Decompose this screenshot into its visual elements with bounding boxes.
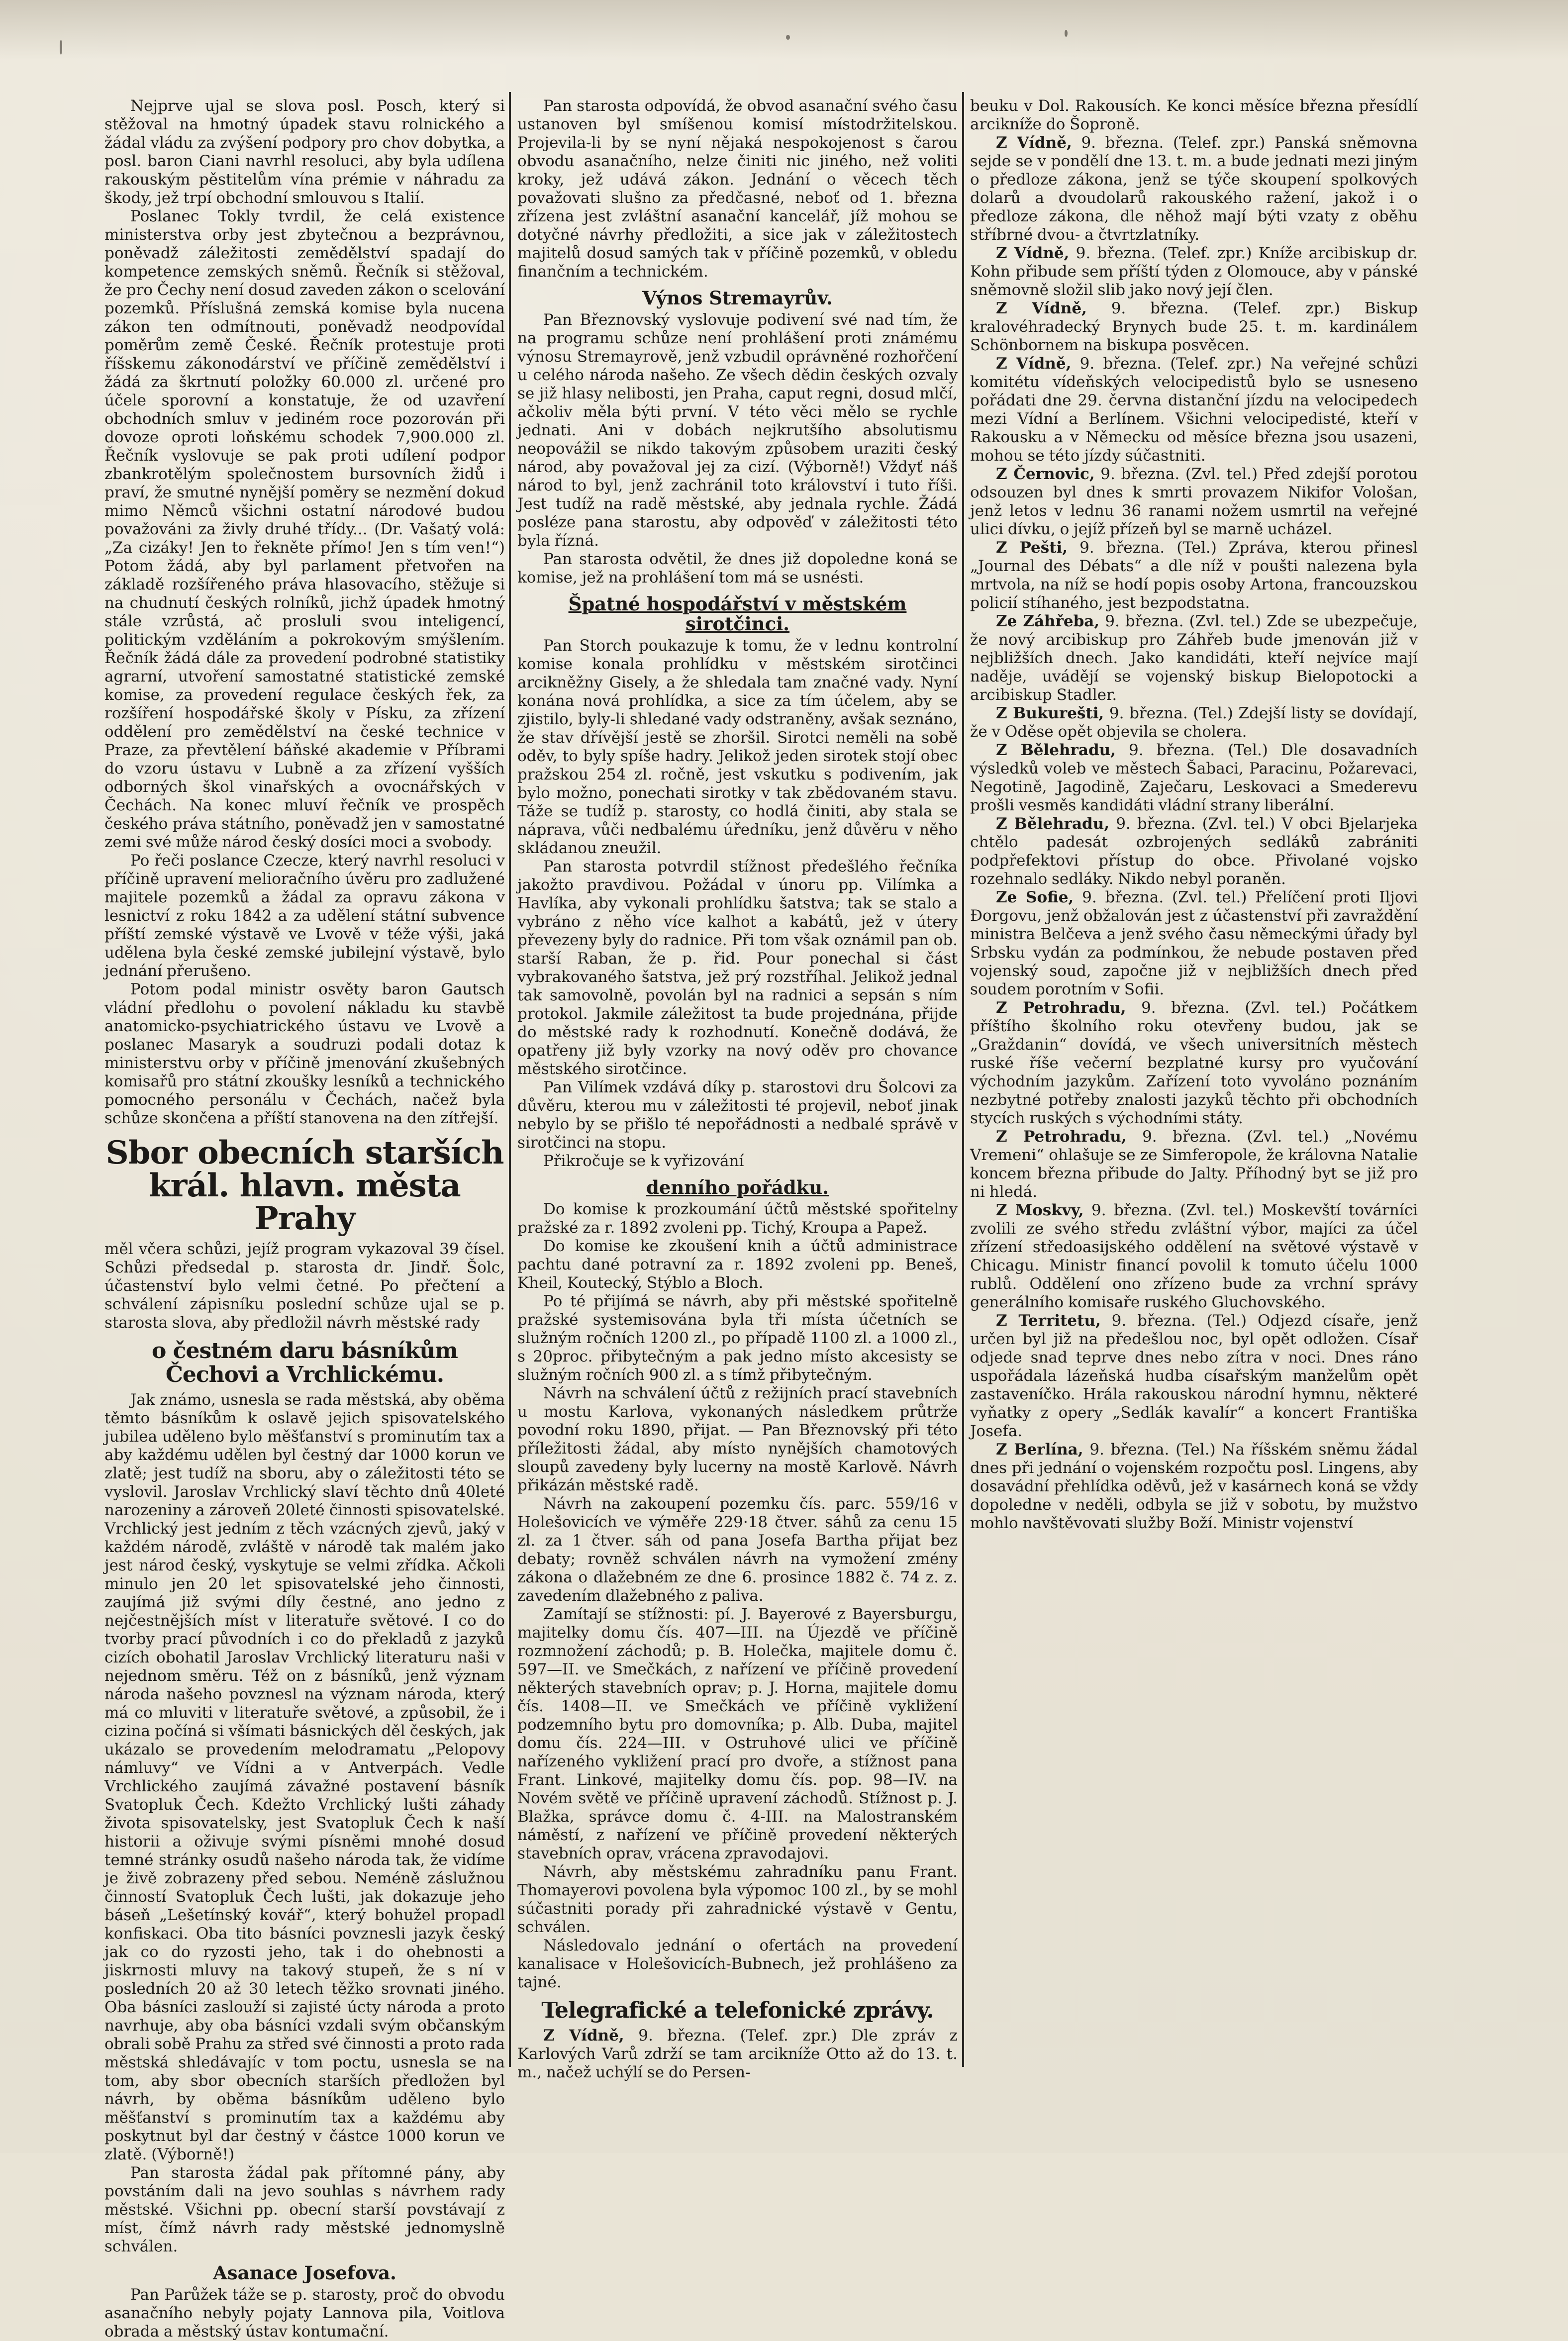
paragraph: Do komise ke zkoušení knih a účtů administrace pachtu dané potravní za r. 1892 zvoleni pp. Beneš, Kheil, Koutecký, Stýblo a Bloch. xyxy=(517,1237,958,1292)
paragraph: Pan Storch poukazuje k tomu, že v lednu kontrolní komise konala prohlídku v městském sirotčinci arcikněžny Gisely, a že shledala tam značné vady. Nyní konána nová prohlídka, a sice za tím účelem, aby se zjistilo, byly-li shledané vady odstraněny, avšak seznáno, že stav dřívější jestě se zhoršil. Sirotci neměli na sobě oděv, to byly spíše hadry. Jelikož jeden sirotek stojí obec pražskou 254 zl. ročně, jest vskutku s podivením, jak bylo možno, ponechati sirotky v tak zbědovaném stavu. Táže se tudíž p. starosty, co hodlá činiti, aby stala se náprava, vůči nedbalému úředníku, jenž důvěru v něho skládanou zneužil. xyxy=(517,637,958,857)
paragraph: Pan Parůžek táže se p. starosty, proč do obvodu asanačního nebyly pojaty Lannova pila, Voitlova obrada a městský ústav kontumační. xyxy=(104,2286,505,2341)
dateline: Z Moskvy, xyxy=(996,1201,1084,1219)
news-item xyxy=(970,999,1418,1128)
column-2 xyxy=(517,97,958,2081)
column-1 xyxy=(104,97,505,2341)
dateline: Z Territetu, xyxy=(996,1312,1101,1330)
section-heading: Telegrafické a telefonické zprávy. xyxy=(541,1998,934,2023)
news-item xyxy=(970,1201,1418,1312)
column-rule-left xyxy=(509,92,511,2067)
dateline: Z Bukurešti, xyxy=(996,704,1104,722)
subsection-heading: denního pořádku. xyxy=(646,1176,829,1198)
dateline: Ze Sofie, xyxy=(996,888,1074,906)
news-text: 9. března. (Tel.) Dle dosavadních výsledků voleb ve městech Šabaci, Paracinu, Požarevaci, Negotině, Jagodině, Zaječaru, Leskovaci a Smederevu prošli vesměs kandidáti vládní strany liberální. xyxy=(970,741,1418,814)
paragraph: Návrh na zakoupení pozemku čís. parc. 559/16 v Holešovicích ve výměře 229·18 čtver. sáhů za cenu 15 zl. za 1 čtver. sáh od pana Josefa Bartha přijat bez debaty; rovněž schválen návrh na vymožení zmény zákona o dlažebném ze dne 6. prosince 1882 č. 74 z. z. zavedením dlažebného z paliva. xyxy=(517,1495,958,1605)
paragraph: Nejprve ujal se slova posl. Posch, který si stěžoval na hmotný úpadek stavu rolnického a žádal vládu za zvýšení podpory pro chov dobytka, a posl. baron Ciani navrhl resoluci, aby byla udílena rakouským pěstitelům vína prémie v náhradu za škody, jež trpí obchodní smlouvou s Italií. xyxy=(104,97,505,207)
news-text: 9. března. (Telef. zpr.) Kníže arcibiskup dr. Kohn přibude sem příští týden z Olomouce, aby v pánské sněmovně složil slib jako nový její člen. xyxy=(970,244,1418,299)
dateline: Z Vídně, xyxy=(996,355,1072,373)
news-text: 9. března. (Zvl. tel.) V obci Bjelarjeka chtělo padesát ozbrojených sedláků zabrániti podpřefektovi přístup do obce. Přivolané vojsko rozehnalo sedláky. Nikdo nebyl poraněn. xyxy=(970,815,1418,888)
news-text: 9. března. (Zvl. tel.) Moskevští továrníci zvolili ze svého středu zvláštní výbor, majíci za účel zřízení středoasijského oddělení na světové výstavě v Chicagu. Ministr financí povolil k tomuto účelu 1000 rublů. Oddělení ono zřízeno bude za vrchní správy generálního komisaře ruského Gluchovského. xyxy=(970,1201,1418,1311)
dateline: Z Pešti, xyxy=(996,539,1068,557)
news-item xyxy=(970,612,1418,704)
news-item xyxy=(970,244,1418,299)
dateline: Z Černovic, xyxy=(996,465,1095,483)
print-speck xyxy=(1065,30,1068,37)
dateline: Z Vídně, xyxy=(996,244,1070,262)
print-speck xyxy=(60,40,62,55)
news-item xyxy=(970,815,1418,888)
news-text: 9. března. (Zvl. tel.) Přelíčení proti Iljovi Đorgovu, jenž obžalován jest z účastenství při zavraždění ministra Belčeva a jenž svého času německými úřady byl Srbsku vydán za podmínkou, že nebude postaven před vojenský soud, započne již v nejbližších dnech před soudem porotním v Sofii. xyxy=(970,888,1418,998)
dateline: Z Berlína, xyxy=(996,1441,1083,1459)
news-text: 9. března. (Tel.) Zdejší listy se dovídají, že v Oděse opět objevila se cholera. xyxy=(970,704,1418,741)
section-heading: Sbor obecních starších král. hlavn. města Prahy xyxy=(105,1134,504,1237)
print-speck xyxy=(786,35,790,40)
paragraph: Návrh, aby městskému zahradníku panu Frant. Thomayerovi povolena byla výpomoc 100 zl., by se mohl súčastniti porady při zahradnické výstavě v Gentu, schválen. xyxy=(517,1863,958,1936)
paragraph: Do komise k prozkoumání účtů městské spořitelny pražské za r. 1892 zvoleni pp. Tichý, Kroupa a Papež. xyxy=(517,1200,958,1237)
news-item xyxy=(970,1312,1418,1441)
paragraph: Pan starosta žádal pak přítomné pány, aby povstáním dali na jevo souhlas s návrhem rady městské. Všichni pp. obecní starší povstávají z míst, čímž návrh rady městské jednomyslně schválen. xyxy=(104,2164,505,2255)
paragraph: Potom podal ministr osvěty baron Gautsch vládní předlohu o povolení nákladu ku stavbě anatomicko-psychiatrického ústavu ve Lvově a poslanec Masaryk a soudruzi podali dotaz k ministerstvu orby v příčině jmenování zkušebných komisařů pro státní zkoušky lesníků a technického pomocného personálu v Čechách, načež byla schůze skončena a příští stanovena na den zítřejší. xyxy=(104,980,505,1127)
paragraph: Pan starosta potvrdil stížnost předešlého řečníka jakožto pravdivou. Požádal v únoru pp. Vilímka a Havlíka, aby vykonali prohlídku šatstva; tak se stalo a vybráno z něho více kalhot a kabátů, jež v útery převezeny byly do radnice. Při tom však oznámil pan ob. starší Raban, že p. řid. Pour ponechal si část vybrakovaného šatstva, jež prý rozstříhal. Jelikož jednal tak samovolně, povolán byl na radnici a sepsán s ním protokol. Jakmile záležitost ta bude projednána, přijde do městské rady k rozhodnutí. Konečně dodává, že opatřeny již byly vzorky na nový oděv pro chovance městského sirotčince. xyxy=(517,858,958,1078)
news-text: 9. března. (Tel.) Odjezd císaře, jenž určen byl již na předešlou noc, byl opět odložen. Císař odjede snad teprve dnes nebo zítra v noci. Dnes ráno uspořádala lázeňská hudba císařským manželům opět zastaveníčko. Hrála rakouskou národní hymnu, některé vyňatky z opery „Sedlák kavalír“ a koncert Františka Josefa. xyxy=(970,1312,1418,1440)
news-text: 9. března. (Zvl. tel.) Počátkem příštího školního roku otevřeny budou, jak se „Graždanin“ dovídá, ve všech universitních městech ruské říše večerní bezplatné kursy pro vyučování východním jazykům. Zařízení toto vyvoláno poznáním nezbytné potřeby znalosti jazyků těchto při obchodních stycích ruských s východními státy. xyxy=(970,999,1418,1127)
paragraph: Pan starosta odpovídá, že obvod asanační svého času ustanoven byl smíšenou komisí místodržitelskou. Projevila-li by se nyní nějaká nespokojenost s čarou obvodu asanačního, nelze činiti nic jiného, než voliti kroky, jež udává zákon. Jednání o věcech těch považovati slušno za předčasné, neboť od 1. března zřízena jest zvláštní asanační kancelář, jíž mohou se dotyčné návrhy předložiti, a sice jak v záležitostech majitelů dosud samých tak v příčině pozemků, v obledu finančním a technickém. xyxy=(517,97,958,281)
subsection-heading: Asanace Josefova. xyxy=(213,2262,396,2284)
subsection-heading: Špatné hospodářství v městském sirotčinci. xyxy=(568,593,907,635)
news-item xyxy=(970,704,1418,741)
paragraph: Následovalo jednání o ofertách na provedení kanalisace v Holešovicích-Bubnech, jež prohlášeno za tajné. xyxy=(517,1937,958,1991)
news-item xyxy=(970,1441,1418,1533)
news-text: 9. března. (Telef. zpr.) Panská sněmovna sejde se v pondělí dne 13. t. m. a bude jednati mezi jiným o předloze zákona, jenž se týče skoupení spolkových dolarů a dvoudolarů rakouského ražení, jakož i o předloze zákona, dle něhož mají býti vzaty z oběhu stříbrné dvou- a čtvrtzlatníky. xyxy=(970,134,1418,244)
dateline: Ze Záhřeba, xyxy=(996,612,1100,630)
news-item xyxy=(970,888,1418,999)
subsection-heading: o čestném daru básníkům Čechovi a Vrchlickému. xyxy=(152,1338,458,1387)
news-text: 9. března. (Tel.) Na říšském sněmu žádal dnes při jednání o vojenském rozpočtu posl. Lingens, aby dosavádní přehlídka oděvů, jež v kasárnech koná se vždy dopoledne v neděli, odbyla se již v sobotu, by mužstvo mohlo navštěvovati služby Boží. Ministr vojenství xyxy=(970,1441,1418,1532)
news-text: 9. března. (Zvl. tel.) „Novému Vremeni“ ohlašuje se ze Simferopole, že královna Natalie koncem března přibude do Jalty. Příhodný byt se již pro ni hledá. xyxy=(970,1128,1418,1201)
paragraph: beuku v Dol. Rakousích. Ke konci měsíce března přesídlí arcikníže do Šoproně. xyxy=(970,97,1418,133)
dateline: Z Petrohradu, xyxy=(996,999,1126,1017)
page-top-shadow xyxy=(0,0,1568,60)
news-item xyxy=(970,299,1418,355)
paragraph: Pan starosta odvětil, že dnes již dopoledne koná se komise, jež na prohlášení tom má se usnésti. xyxy=(517,550,958,586)
paragraph: Jak známo, usnesla se rada městská, aby oběma těmto básníkům k oslavě jejich spisovatelského jubilea uděleno bylo měšťanství s prominutím tax a aby každému udělen byl čestný dar 1000 korun ve zlatě; jest tudíž na sboru, aby o záležitosti této se vyslovil. Jaroslav Vrchlický slaví těchto dnů 40leté narozeniny a zároveň 20leté činnosti spisovatelské. Vrchlický jest jedním z těch vzácných zjevů, jaký v každém národě, zvláště v národě tak malém jako jest národ český, vyskytuje se velmi zřídka. Ačkoli minulo jen 20 let spisovatelské jeho činnosti, zaujímá již svými díly čestné, ano jedno z nejčestnějších míst v literatuře světové. I co do tvorby prací původních i co do překladů z jazyků cizích obohatil Jaroslav Vrchlický literaturu naši v nejednom směru. Též on z básníků, jenž význam národa našeho povznesl na význam národa, který má co mluviti v literatuře světové, a způsobil, že i cizina počíná si všímati básnických děl českých, jak ukázalo se provedením melodramatu „Pelopovy námluvy“ ve Vídni a v Antverpách. Vedle Vrchlického zaujímá závažné postavení básník Svatopluk Čech. Kdežto Vrchlický lušti záhady života spisovatelsky, jest Svatopluk Čech k naší historii a oživuje svými písněmi mnohé dosud temné stránky osudů našeho národa tak, že vidíme je živě zobrazeny před sebou. Neméně záslužnou činností Svatopluk Čech lušti, jak dokazuje jeho báseň „Lešetínský kovář“, který bohužel propadl konfiskaci. Oba tito básníci povznesli jazyk český jak co do ryzosti jeho, tak i do ohebnosti a jiskrnosti mluvy na takový stupeň, že s ní v posledních 20 až 30 letech těžko srovnati jiného. Oba básníci zaslouží si zajisté úcty národa a proto navrhuje, aby oba básníci vzdali svým občanským obrali sobě Prahu za střed své činnosti a proto rada městská shledávajíc v tom poctu, usnesla se na tom, aby sbor obecních starších předložen byl návrh, by oběma básníkům uděleno bylo měšťanství s prominutím tax a každému aby poskytnut byl dar čestný v částce 1000 korun ve zlatě. (Výborně!) xyxy=(104,1391,505,2163)
paragraph: Po té přijímá se návrh, aby při městské spořitelně pražské systemisována byla tři místa účetních se služným ročních 1200 zl., po případě 1100 zl. a 1000 zl., s 20proc. přibytečným a pak jedno místo akcesisty se služným ročních 900 zl. a s tímž přibytečným. xyxy=(517,1292,958,1384)
paragraph: Po řeči poslance Czecze, který navrhl resoluci v příčině upravení melioračního úvěru pro zadlužené majitele pozemků a žádal za opravu zákona v lesnictví z roku 1842 a za udělení státní subvence příští zemské výstavě ve Lvově v téže výši, jaká udělena byla české zemské jubilejní výstavě, bylo jednání přerušeno. xyxy=(104,852,505,980)
subsection-heading: Výnos Stremayrův. xyxy=(642,287,833,309)
news-item xyxy=(970,539,1418,612)
news-text: 9. března. (Zvl. tel.) Zde se ubezpečuje, že nový arcibiskup pro Záhřeb bude jmenován již v nejbližších dnech. Jako kandidáti, kteří nejvíce mají naděje, uvádějí se vojenský biskup Bielopotocki a arcibiskup Stadler. xyxy=(970,612,1418,704)
dateline: Z Vídně, xyxy=(543,2027,624,2045)
paragraph: Přikročuje se k vyřizování xyxy=(543,1152,744,1170)
news-item xyxy=(970,1128,1418,1201)
dateline: Z Vídně, xyxy=(996,299,1087,317)
paragraph: Pan Březnovský vyslovuje podivení své nad tím, že na programu schůze není prohlášení proti známému výnosu Stremayrově, jenž vzbudil oprávněné rozhořčení u celého národa našeho. Ze všech dědin českých ozvaly se již hlasy nelibosti, jen Praha, caput regni, dosud mlčí, ačkoliv měla býti první. V této věci mělo se rychle jednati. Ani v dobách nejkrutšího absolutismu neopovážil se nikdo takovým způsobem uraziti český národ, aby považoval jej za cizí. (Výborně!) Vždyť náš národ to byl, jenž zachránil toto království i tuto říši. Jest tudíž na radě městské, aby jednala rychle. Žádá posléze pana starostu, aby odpověď v záležitosti této byla řízná. xyxy=(517,311,958,550)
paragraph: Zamítají se stížnosti: pí. J. Bayerové z Bayersburgu, majitelky domu čís. 407—III. na Újezdě ve příčině rozmnožení záchodů; p. B. Holečka, majitele domu č. 597—II. ve Smečkách, z nařízení ve příčině provedení některých stavebních oprav; p. J. Horna, majitele domu čís. 1408—II. ve Smečkách ve příčině vykližení podzemního bytu pro domovníka; p. Alb. Duba, majitel domu čís. 224—III. v Ostruhové ulici ve příčině nařízeného vykližení prací pro dvoře, a stížnost pana Frant. Linkové, majitelky domu čís. pop. 98—IV. na Novém světě ve příčině upravení záchodů. Stížnost p. J. Blažka, správce domu č. 4-III. na Malostranském náměstí, z nařízení ve příčině provedení některých stavebních oprav, vrácena zpravodajovi. xyxy=(517,1605,958,1862)
news-text: 9. března. (Tel.) Zpráva, kterou přinesl „Journal des Débats“ a dle níž v poušti nalezena byla mrtvola, na níž se hodí popis osoby Artona, francouzskou policií stíhaného, jest bezpodstatna. xyxy=(970,539,1418,612)
news-item xyxy=(970,134,1418,244)
news-text: 9. března. (Telef. zpr.) Biskup kralovéhradecký Brynych bude 25. t. m. kardinálem Schönbornem na biskupa posvěcen. xyxy=(970,299,1418,354)
paragraph: Poslanec Tokly tvrdil, že celá existence ministerstva orby jest zbytečnou a bezprávnou, poněvadž záležitosti zemědělství spadají do kompetence zemských sněmů. Řečník si stěžoval, že pro Čechy není dosud zaveden zákon o scelování pozemků. Příslušná zemská komise byla nucena zákon ten odmítnouti, poněvadž neodpovídal poměrům země České. Řečník protestuje proti říšskemu zákonodárství ve příčině zemědělství i žádá za škrtnutí položky 60.000 zl. určené pro účele sporovní a konstatuje, že od uzavření obchodních smluv v jediném roce pozorován při dovoze oproti loňskému schodek 7,900.000 zl. Řečník vyslovuje se pak proti udílení podpor zbankrotělým společnostem bursovních židů i praví, že smutné nynější poměry se nezmění dokud mimo Němců všichni ostatní národové budou považováni za živly druhé třídy... (Dr. Vašatý volá: „Za cizáky! Jen to řekněte přímo! Jen s tím ven!“) Potom žádá, aby byl parlament přetvořen na základě rozšířeného práva hlasovacího, stěžuje si na chudnutí českých rolníků, jichž úpadek hmotný stále vzrůstá, ač prosluli svou inteligencí, politickým vzděláním a pokrokovým smýšlením. Řečník žádá dále za provedení podrobné statistiky agrarní, utvoření samostatné statistické zemské komise, za provedení regulace českých řek, za rozšíření hospodářské školy v Písku, za zřízení oddělení pro zemědělství na české technice v Praze, za převtělení báňské akademie v Příbrami do vzoru ústavu v Lubně a za zřízení vyšších odborných škol vinařských a ovocnářských v Čechách. Na konec mluví řečník ve prospěch českého práva státního, poněvadž jen v samostatné zemi své může národ český dosíci moci a svobody. xyxy=(104,207,505,851)
news-text: 9. března. (Zvl. tel.) Před zdejší porotou odsouzen byl dnes k smrti provazem Nikifor Vološan, jenž letos v lednu 36 ranami nožem usmrtil na veřejné ulici dívku, o jejíž přízeň byl se marně ucházel. xyxy=(970,465,1418,538)
dateline: Z Bělehradu, xyxy=(996,815,1110,833)
paragraph: měl včera schůzi, jejíž program vykazoval 39 čísel. Schůzi předsedal p. starosta dr. Jindř. Šolc, účastenství bylo velmi četné. Po přečtení a schválení zápisníku poslední schůze ujal se p. starosta slova, aby předložil návrh městské rady xyxy=(104,1240,505,1332)
news-text: 9. března. (Telef. zpr.) Na veřejné schůzi komitétu vídeňských velocipedistů bylo se usneseno pořádati dne 29. června distanční jízdu na velocipedech mezi Vídní a Berlínem. Všichni velocipedisté, kteří v Rakousku a v Německu od měsíce března jsou usazeni, mohou se této jízdy súčastniti. xyxy=(970,355,1418,465)
dateline: Z Vídně, xyxy=(996,134,1072,152)
dateline: Z Bělehradu, xyxy=(996,741,1116,759)
column-3 xyxy=(970,97,1418,1987)
news-item xyxy=(970,355,1418,465)
news-text: 9. března. (Telef. zpr.) Dle zpráv z Karlových Varů zdrží se tam arcikníže Otto až do 13. t. m., načež uchýlí se do Persen- xyxy=(517,2027,958,2081)
column-rule-right xyxy=(962,92,964,2067)
dateline: Z Petrohradu, xyxy=(996,1128,1127,1146)
paragraph: Pan Vilímek vzdává díky p. starostovi dru Šolcovi za důvěru, kterou mu v záležitosti té projevil, neboť jinak nebylo by se přišlo té nepořádnosti a nedbalé správě v sirotčinci na stopu. xyxy=(517,1078,958,1152)
news-item xyxy=(970,465,1418,539)
news-item xyxy=(970,741,1418,815)
paragraph: Návrh na schválení účtů z režijních prací stavebních u mostu Karlova, vykonaných následkem průtrže povodní roku 1890, přijat. — Pan Březnovský při této příležitosti žádal, aby místo nynějších chamotových sloupů zavedeny byly lucerny na mostě Karlově. Návrh přikázán městské radě. xyxy=(517,1384,958,1494)
news-item xyxy=(517,2027,958,2082)
